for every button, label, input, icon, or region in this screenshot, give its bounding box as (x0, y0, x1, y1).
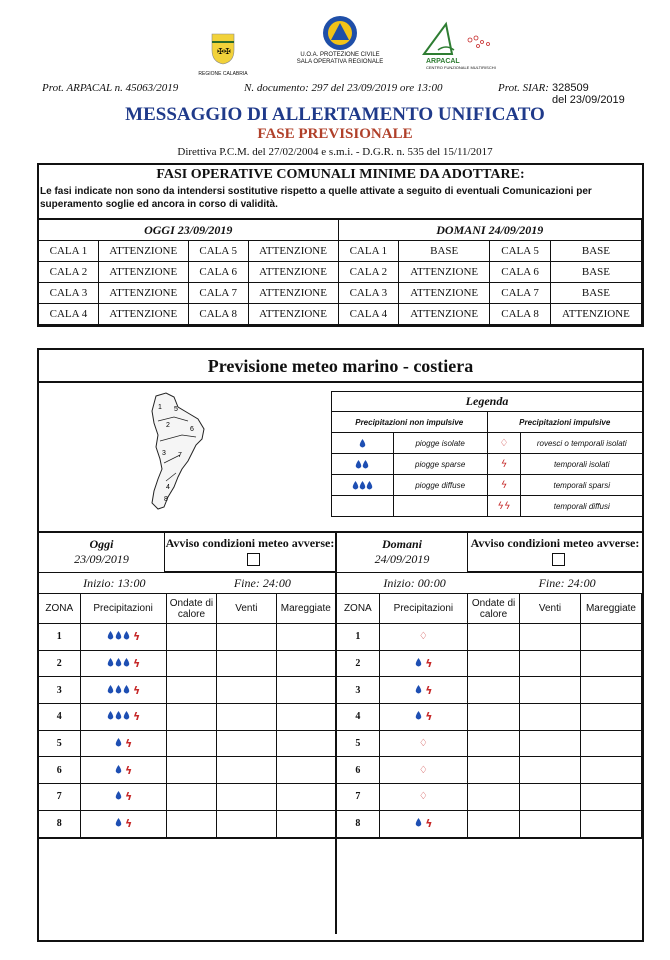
rain-drop-icon (123, 711, 130, 720)
lightning-icon: ϟ (425, 657, 433, 671)
meteo-title: Previsione meteo marino - costiera (39, 350, 642, 383)
precipitation-cell (80, 677, 166, 704)
cala-phase-cell: ATTENZIONE (399, 283, 490, 304)
lightning-icon: ϟ (133, 630, 141, 644)
fasi-note: Le fasi indicate non sono da intendersi sostitutive rispetto a quelle attivate a seguito di eventuali Comunicazioni per superamento soglie ed ancora in corso di validità. (40, 186, 592, 210)
rain-drop-icon (123, 658, 130, 667)
today-label: Oggi (89, 537, 114, 551)
rain-drop-icon (107, 685, 114, 694)
zone-column-header: Ondate di calore (166, 594, 216, 624)
precipitation-cell (80, 810, 166, 837)
precipitation-cell (80, 784, 166, 811)
map-zone-label: 5 (174, 406, 178, 413)
legend-impulsive-label: temporali diffusi (553, 501, 610, 511)
lightning-icon: ϟ (425, 683, 433, 697)
rain-drop-icon (123, 685, 130, 694)
wind-cell (217, 730, 276, 757)
sea-storm-cell (580, 704, 641, 731)
rain-drop-icon (415, 658, 422, 667)
legend-drop-icon (332, 496, 394, 516)
zone-row (337, 677, 642, 704)
map-zone-label: 8 (164, 496, 168, 503)
protezione-civile-line2: SALA OPERATIVA REGIONALE (296, 59, 384, 66)
zone-number: 4 (39, 704, 81, 731)
legend-non-impulsive-label: piogge isolate (415, 438, 465, 448)
heatwave-cell (468, 624, 520, 651)
wind-cell (519, 624, 580, 651)
zone-row (337, 730, 642, 757)
fasi-title: FASI OPERATIVE COMUNALI MINIME DA ADOTTARE: (156, 167, 525, 182)
legend-impulsive-label: rovesci o temporali isolati (536, 438, 627, 448)
svg-text:✠: ✠ (224, 47, 231, 56)
heatwave-cell (166, 704, 216, 731)
prot-siar-number: 328509 (552, 82, 589, 94)
zone-number: 1 (337, 624, 380, 651)
rain-drop-icon (123, 631, 130, 640)
zone-number: 8 (337, 810, 380, 837)
arpacal-logo (418, 20, 508, 76)
cala-zone-cell: CALA 4 (39, 304, 99, 325)
map-zone-label: 6 (190, 426, 194, 433)
cala-row (338, 241, 641, 262)
zone-column-header: Precipitazioni (80, 594, 166, 624)
zone-row (39, 757, 336, 784)
rain-drop-icon (115, 818, 122, 827)
wind-cell (519, 757, 580, 784)
lightning-icon: ϟ (133, 683, 141, 697)
wind-cell (519, 650, 580, 677)
cala-phase-cell: ATTENZIONE (399, 262, 490, 283)
protezione-civile-line1: U.O.A. PROTEZIONE CIVILE (300, 52, 380, 58)
zone-number: 6 (39, 757, 81, 784)
zone-row (39, 704, 336, 731)
sea-storm-cell (580, 784, 641, 811)
legend-drop-icon (332, 433, 394, 453)
shower-icon: ♢ (418, 764, 428, 776)
map-legend-area (39, 383, 642, 533)
zone-row (39, 624, 336, 651)
cala-today-table (38, 219, 339, 325)
tomorrow-label: Domani (381, 537, 422, 551)
cala-zone-cell: CALA 3 (39, 283, 99, 304)
lightning-icon: ϟ (425, 710, 433, 724)
legend-col-impulsive: Precipitazioni impulsive (487, 412, 643, 433)
legend-non-impulsive-label (394, 496, 487, 516)
document-title: MESSAGGIO DI ALLERTAMENTO UNIFICATO (125, 104, 545, 125)
today-avviso (164, 533, 335, 572)
legend-storm-icon: ϟ (488, 475, 522, 495)
cala-phase-cell: BASE (399, 241, 490, 262)
zone-column-header: Ondate di calore (468, 594, 520, 624)
precipitation-cell (80, 757, 166, 784)
map-zone-label: 7 (178, 452, 182, 459)
heatwave-cell (468, 704, 520, 731)
zone-number: 2 (337, 650, 380, 677)
legend-title: Legenda (332, 392, 643, 412)
cala-phase-cell: BASE (550, 262, 641, 283)
legend-non-impulsive-label: piogge sparse (415, 459, 466, 469)
map-zone-label: 1 (158, 404, 162, 411)
today-panel (39, 533, 337, 838)
arpacal-name: ARPACAL (426, 58, 460, 65)
sea-storm-cell (276, 757, 335, 784)
cala-zone-cell: CALA 1 (338, 241, 399, 262)
precipitation-cell (379, 757, 467, 784)
shower-icon: ♢ (418, 738, 428, 750)
phase-title: FASE PREVISIONALE (257, 126, 413, 142)
rain-drop-icon (415, 711, 422, 720)
fasi-operative-box (37, 163, 644, 327)
sea-storm-cell (580, 757, 641, 784)
zone-number: 5 (337, 730, 380, 757)
heatwave-cell (166, 784, 216, 811)
cala-tomorrow-table (338, 219, 642, 325)
cala-row (338, 304, 641, 325)
rain-drop-icon (415, 818, 422, 827)
zone-column-header: Venti (519, 594, 580, 624)
rain-drop-icon (115, 631, 122, 640)
sea-storm-cell (276, 624, 335, 651)
map-zone-label: 2 (166, 422, 170, 429)
cala-zone-cell: CALA 4 (338, 304, 399, 325)
sea-storm-cell (276, 650, 335, 677)
precipitation-cell (80, 650, 166, 677)
zone-number: 4 (337, 704, 380, 731)
zone-number: 6 (337, 757, 380, 784)
legend-col-non-impulsive: Precipitazioni non impulsive (332, 412, 488, 433)
rain-drop-icon (107, 658, 114, 667)
zone-number: 3 (337, 677, 380, 704)
shower-icon: ♢ (418, 631, 428, 643)
legend-impulsive-label: temporali sparsi (553, 480, 610, 490)
zone-row (337, 810, 642, 837)
tomorrow-panel (337, 533, 642, 838)
wind-cell (519, 677, 580, 704)
cala-phase-cell: ATTENZIONE (248, 283, 338, 304)
cala-phase-cell: ATTENZIONE (98, 241, 188, 262)
zone-row (337, 650, 642, 677)
zone-number: 1 (39, 624, 81, 651)
regione-calabria-logo (198, 32, 248, 77)
zone-row (39, 810, 336, 837)
prot-siar-label: Prot. SIAR: (498, 82, 549, 94)
map-zone-label: 3 (162, 450, 166, 457)
legend-row (332, 433, 643, 454)
heatwave-cell (468, 677, 520, 704)
cala-zone-cell: CALA 5 (188, 241, 248, 262)
wind-cell (217, 624, 276, 651)
cala-phase-cell: ATTENZIONE (248, 304, 338, 325)
today-zone-table (38, 593, 336, 838)
zone-row (337, 624, 642, 651)
today-inizio: Inizio: 13:00 (83, 576, 146, 590)
cala-row (338, 262, 641, 283)
prot-arpacal: Prot. ARPACAL n. 45063/2019 (42, 82, 179, 94)
tomorrow-avviso-checkbox[interactable] (552, 553, 565, 566)
zone-row (39, 784, 336, 811)
cala-row (338, 283, 641, 304)
zone-number: 7 (337, 784, 380, 811)
legend-non-impulsive-label: piogge diffuse (415, 480, 466, 490)
zone-number: 7 (39, 784, 81, 811)
shower-icon: ♢ (418, 791, 428, 803)
rain-drop-icon (115, 738, 122, 747)
zone-column-header: Precipitazioni (379, 594, 467, 624)
cala-row (39, 241, 339, 262)
precipitation-cell (379, 704, 467, 731)
cala-phase-cell: BASE (550, 241, 641, 262)
cala-phase-cell: ATTENZIONE (98, 262, 188, 283)
zone-column-header: Venti (217, 594, 276, 624)
zone-number: 5 (39, 730, 81, 757)
cala-row (39, 304, 339, 325)
legend-row (332, 454, 643, 475)
wind-cell (217, 704, 276, 731)
tomorrow-header: DOMANI 24/09/2019 (338, 220, 641, 241)
precipitation-cell (379, 810, 467, 837)
lightning-icon: ϟ (133, 657, 141, 671)
rain-drop-icon (415, 685, 422, 694)
today-avviso-checkbox[interactable] (247, 553, 260, 566)
heatwave-cell (468, 730, 520, 757)
heatwave-cell (166, 650, 216, 677)
cala-zone-cell: CALA 5 (490, 241, 551, 262)
legend-table (331, 391, 643, 517)
wind-cell (519, 784, 580, 811)
cala-zone-cell: CALA 7 (490, 283, 551, 304)
regione-calabria-label: REGIONE CALABRIA (198, 71, 248, 77)
tomorrow-inizio: Inizio: 00:00 (383, 576, 446, 590)
lightning-icon: ϟ (125, 763, 133, 777)
prot-siar-date: del 23/09/2019 (552, 94, 625, 106)
cala-phase-cell: ATTENZIONE (98, 283, 188, 304)
zone-row (39, 677, 336, 704)
sea-storm-cell (580, 650, 641, 677)
cala-phase-cell: ATTENZIONE (248, 262, 338, 283)
zone-row (337, 784, 642, 811)
sea-storm-cell (276, 677, 335, 704)
precipitation-cell (379, 624, 467, 651)
wind-cell (217, 784, 276, 811)
cala-zone-cell: CALA 2 (39, 262, 99, 283)
cala-row (39, 283, 339, 304)
zone-column-header: Mareggiate (276, 594, 335, 624)
legend-storm-icon: ♢ (488, 433, 522, 453)
zone-row (39, 650, 336, 677)
sea-storm-cell (580, 624, 641, 651)
sea-storm-cell (276, 704, 335, 731)
zone-row (337, 704, 642, 731)
wind-cell (519, 730, 580, 757)
today-date: 23/09/2019 (74, 552, 129, 566)
wind-cell (519, 704, 580, 731)
zone-row (337, 757, 642, 784)
arpacal-subtitle: CENTRO FUNZIONALE MULTIRISCHI (426, 65, 496, 71)
rain-drop-icon (115, 658, 122, 667)
precipitation-cell (379, 784, 467, 811)
legend-drop-icon (332, 454, 394, 474)
precipitation-cell (379, 677, 467, 704)
wind-cell (217, 757, 276, 784)
cala-zone-cell: CALA 8 (490, 304, 551, 325)
precipitation-cell (80, 730, 166, 757)
empty-notes-area (39, 838, 642, 934)
cala-phase-cell: ATTENZIONE (399, 304, 490, 325)
zone-column-header: ZONA (39, 594, 81, 624)
sea-storm-cell (580, 810, 641, 837)
heatwave-cell (468, 757, 520, 784)
sea-storm-cell (276, 784, 335, 811)
legend-storm-icon: ϟ (488, 454, 522, 474)
today-header: OGGI 23/09/2019 (39, 220, 339, 241)
directive-line: Direttiva P.C.M. del 27/02/2004 e s.m.i. - D.G.R. n. 535 del 15/11/2017 (177, 146, 493, 158)
heatwave-cell (468, 810, 520, 837)
meteo-box (37, 348, 644, 942)
heatwave-cell (166, 810, 216, 837)
zone-number: 3 (39, 677, 81, 704)
protezione-civile-logo (290, 14, 390, 72)
heatwave-cell (166, 624, 216, 651)
precipitation-cell (80, 704, 166, 731)
sea-storm-cell (276, 810, 335, 837)
lightning-icon: ϟ (125, 790, 133, 804)
cala-zone-cell: CALA 1 (39, 241, 99, 262)
rain-drop-icon (115, 711, 122, 720)
cala-zone-cell: CALA 6 (188, 262, 248, 283)
lightning-icon: ϟ (125, 817, 133, 831)
sea-storm-cell (276, 730, 335, 757)
map-zone-label: 4 (166, 484, 170, 491)
rain-drop-icon (107, 711, 114, 720)
lightning-icon: ϟ (133, 710, 141, 724)
precipitation-cell (80, 624, 166, 651)
cala-phase-cell: ATTENZIONE (248, 241, 338, 262)
zone-row (39, 730, 336, 757)
today-avviso-text: Avviso condizioni meteo avverse: (165, 536, 335, 550)
wind-cell (519, 810, 580, 837)
tomorrow-avviso (467, 533, 642, 572)
sea-storm-cell (580, 677, 641, 704)
heatwave-cell (468, 650, 520, 677)
cala-zone-cell: CALA 8 (188, 304, 248, 325)
legend-impulsive-label: temporali isolati (553, 459, 610, 469)
rain-drop-icon (115, 685, 122, 694)
tomorrow-fine: Fine: 24:00 (538, 576, 596, 590)
cala-zone-cell: CALA 7 (188, 283, 248, 304)
zone-number: 8 (39, 810, 81, 837)
heatwave-cell (166, 677, 216, 704)
cala-row (39, 262, 339, 283)
wind-cell (217, 650, 276, 677)
svg-text:✠: ✠ (217, 47, 224, 56)
precipitation-cell (379, 650, 467, 677)
lightning-icon: ϟ (125, 737, 133, 751)
lightning-icon: ϟ (425, 817, 433, 831)
zone-column-header: ZONA (337, 594, 380, 624)
zone-column-header: Mareggiate (580, 594, 641, 624)
precipitation-cell (379, 730, 467, 757)
wind-cell (217, 677, 276, 704)
tomorrow-date: 24/09/2019 (374, 552, 430, 566)
cala-zone-cell: CALA 6 (490, 262, 551, 283)
document-number: N. documento: 297 del 23/09/2019 ore 13:00 (244, 82, 443, 94)
cala-zone-cell: CALA 3 (338, 283, 399, 304)
calabria-zone-map (144, 391, 224, 516)
legend-drop-icon (332, 475, 394, 495)
cala-phase-cell: ATTENZIONE (550, 304, 641, 325)
rain-drop-icon (115, 765, 122, 774)
heatwave-cell (468, 784, 520, 811)
heatwave-cell (166, 757, 216, 784)
legend-row (332, 496, 643, 517)
legend-storm-icon: ϟϟ (488, 496, 522, 516)
tomorrow-avviso-text: Avviso condizioni meteo avverse: (470, 536, 640, 550)
tomorrow-zone-table (336, 593, 642, 838)
cala-phase-cell: ATTENZIONE (98, 304, 188, 325)
heatwave-cell (166, 730, 216, 757)
cala-phase-cell: BASE (550, 283, 641, 304)
zone-number: 2 (39, 650, 81, 677)
legend-row (332, 475, 643, 496)
today-fine: Fine: 24:00 (233, 576, 291, 590)
sea-storm-cell (580, 730, 641, 757)
wind-cell (217, 810, 276, 837)
cala-zone-cell: CALA 2 (338, 262, 399, 283)
rain-drop-icon (115, 791, 122, 800)
rain-drop-icon (107, 631, 114, 640)
